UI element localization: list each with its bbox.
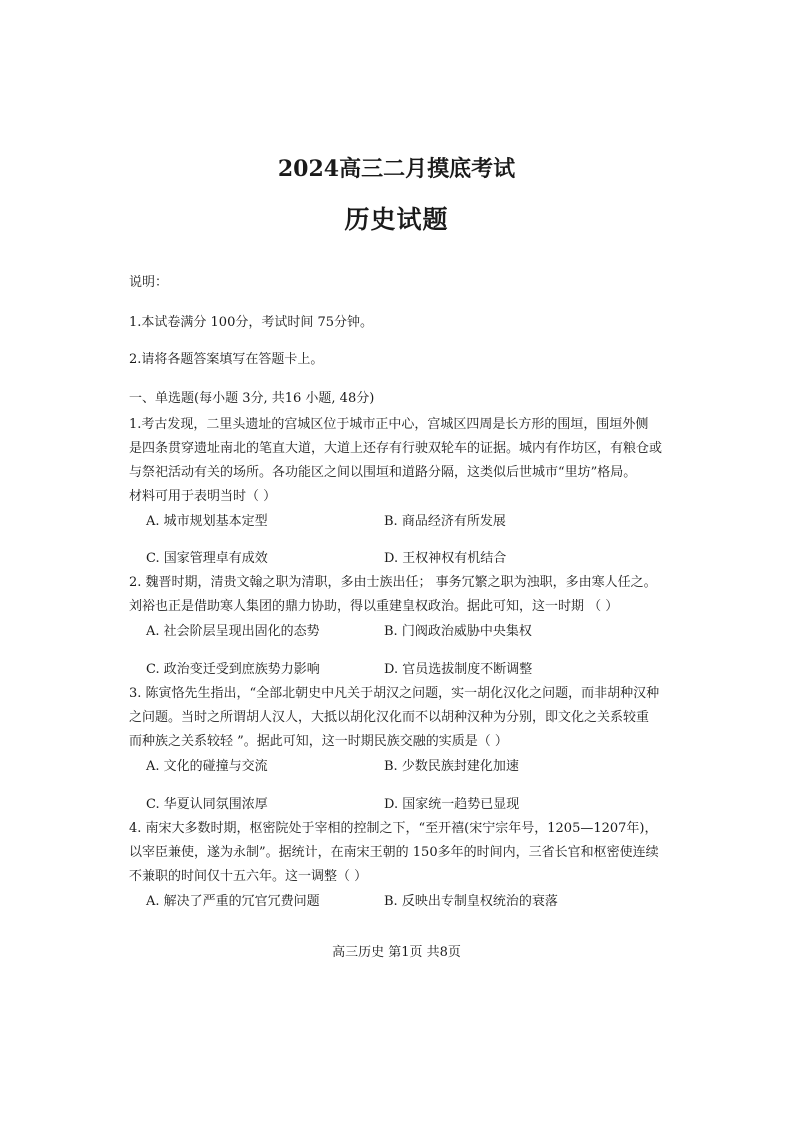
option-c: C. 政治变迁受到庶族势力影响 [146, 662, 320, 677]
option-a: A. 城市规划基本定型 [146, 514, 268, 529]
question-line: 以宰臣兼使，遂为永制”。据统计，在南宋王朝的 150多年的时间内，三省长官和枢密使连续 [129, 845, 659, 860]
section-heading: 一、单选题(每小题 3分, 共16 小题, 48分) [129, 391, 375, 406]
option-b: B. 门阀政治威胁中央集权 [384, 624, 532, 639]
question-line: 不兼职的时间仅十五六年。这一调整（ ） [129, 869, 368, 884]
option-b: B. 商品经济有所发展 [384, 514, 506, 529]
question-line: 是四条贯穿遗址南北的笔直大道，大道上还存有行驶双轮车的证据。城内有作坊区，有粮仓或 [129, 441, 663, 456]
question-line: 与祭祀活动有关的场所。各功能区之间以围垣和道路分隔，这类似后世城市“里坊”格局。 [129, 465, 637, 480]
option-d: D. 王权神权有机结合 [384, 551, 507, 566]
question-line: 3. 陈寅恪先生指出，“全部北朝史中凡关于胡汉之问题，实一胡化汉化之问题，而非胡种汉种 [129, 686, 660, 701]
question-line: 4. 南宋大多数时期，枢密院处于宰相的控制之下，“至开禧(宋宁宗年号，1205—1207年)， [129, 821, 658, 836]
option-d: D. 官员选拔制度不断调整 [384, 662, 533, 677]
option-d: D. 国家统一趋势已显现 [384, 797, 520, 812]
page-footer: 高三历史 第1页 共8页 [332, 945, 461, 960]
option-a: A. 社会阶层呈现出固化的态势 [146, 624, 320, 639]
question-line: 材料可用于表明当时（ ） [129, 489, 277, 504]
question-line: 刘裕也正是借助寒人集团的鼎力协助，得以重建皇权政治。据此可知，这一时期 （ ） [129, 599, 619, 614]
option-c: C. 华夏认同氛围浓厚 [146, 797, 268, 812]
option-a: A. 文化的碰撞与交流 [146, 759, 268, 774]
option-a: A. 解决了严重的冗官冗费问题 [146, 894, 320, 909]
subject-title: 历史试题 [344, 205, 449, 234]
question-line: 1.考古发现，二里头遗址的宫城区位于城市正中心，宫城区四周是长方形的围垣，围垣外侧 [129, 417, 649, 432]
question-line: 之问题。当时之所谓胡人汉人，大抵以胡化汉化而不以胡种汉种为分别，即文化之关系较重 [129, 710, 650, 725]
instruction-item: 2.请将各题答案填写在答题卡上。 [129, 352, 324, 367]
option-b: B. 反映出专制皇权统治的衰落 [384, 894, 558, 909]
question-line: 而种族之关系较轻 ”。据此可知，这一时期民族交融的实质是（ ） [129, 734, 508, 749]
option-b: B. 少数民族封建化加速 [384, 759, 519, 774]
question-line: 2. 魏晋时期，清贵文翰之职为清职，多由士族出任； 事务冗繁之职为浊职，多由寒人任之。 [129, 575, 657, 590]
exam-title: 2024高三二月摸底考试 [277, 156, 516, 182]
instructions-heading: 说明： [129, 275, 169, 290]
option-c: C. 国家管理卓有成效 [146, 551, 268, 566]
instruction-item: 1.本试卷满分 100分，考试时间 75分钟。 [129, 315, 374, 330]
